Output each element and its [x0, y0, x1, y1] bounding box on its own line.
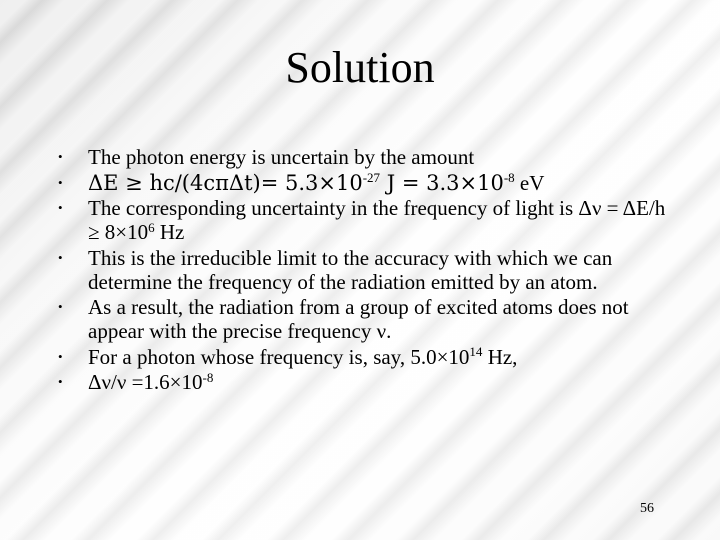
- bullet-item: [58, 196, 678, 244]
- bullet-icon: •: [58, 174, 63, 190]
- bullet-text: The photon energy is uncertain by the amount: [88, 145, 475, 169]
- bullet-text: As a result, the radiation from a group of excited atoms does not appear with the precise frequency ν.: [88, 295, 629, 343]
- bullet-item: [58, 246, 678, 294]
- bullet-item: [58, 171, 678, 195]
- bullet-list: [58, 145, 678, 396]
- bullet-item: [58, 145, 678, 169]
- bullet-item: [58, 295, 678, 343]
- bullet-text: This is the irreducible limit to the accuracy with which we can determine the frequency of the radiation emitted by an atom.: [88, 245, 613, 294]
- bullet-item: [58, 370, 678, 394]
- bullet-text: $\Delta\nu/\nu =1.6\times 10^{-8}$: [88, 369, 214, 394]
- bullet-icon: •: [58, 149, 63, 164]
- bullet-icon: •: [58, 299, 63, 314]
- bullet-text: The corresponding uncertainty in the frequency of light is $\Delta\nu = \Delta E/h \ge 8\times 10^6$ Hz: [88, 196, 666, 244]
- bullet-item: [58, 345, 678, 369]
- bullet-icon: •: [58, 374, 63, 389]
- bullet-text: For a photon whose frequency is, say, $5.0\times 10^{14}$ Hz,: [88, 344, 518, 369]
- bullet-text: $\Delta E \ge hc/(4c\pi\Delta t)= 5.3\times 10^{-27}$ $J = 3.3\times 10^{-8}$ eV: [88, 170, 545, 195]
- slide-title: Solution: [285, 43, 435, 92]
- page-number: 56: [640, 501, 654, 516]
- bullet-icon: •: [58, 200, 63, 215]
- bullet-icon: •: [58, 348, 63, 364]
- bullet-icon: •: [58, 249, 63, 265]
